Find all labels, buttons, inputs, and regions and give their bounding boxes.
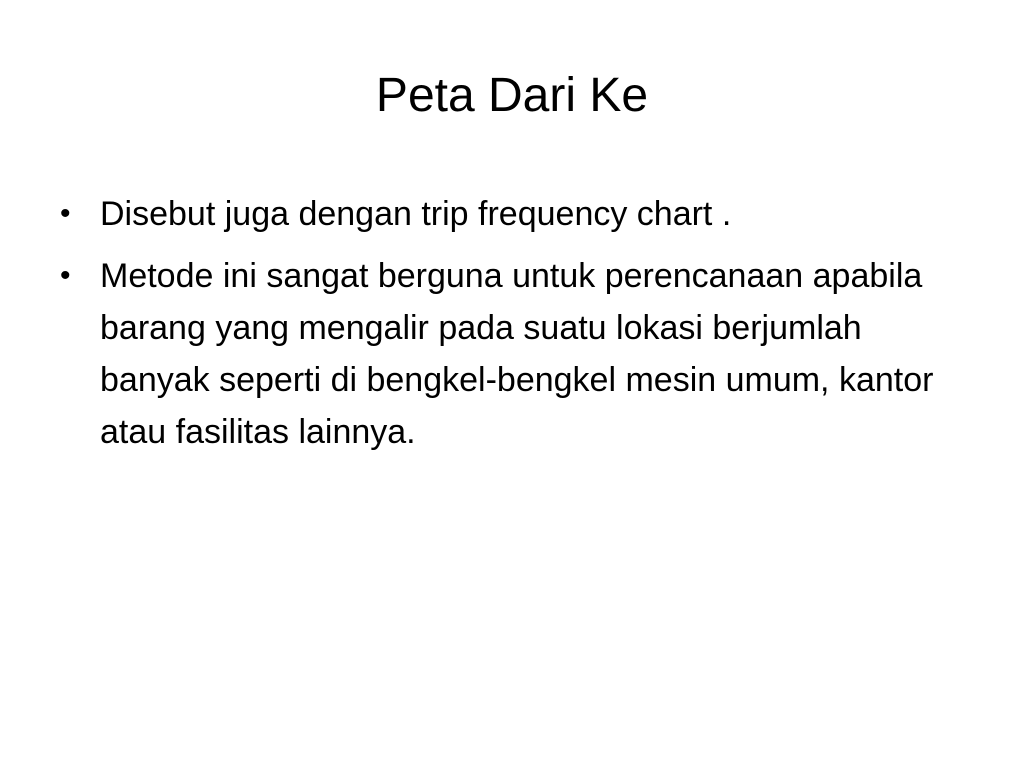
bullet-list (56, 188, 976, 468)
bullet-marker: • (60, 259, 71, 292)
bullet-item (56, 188, 976, 240)
bullet-item (56, 250, 976, 458)
bullet-marker: • (60, 197, 71, 230)
bullet-text: Disebut juga dengan trip frequency chart . (100, 195, 732, 233)
bullet-text: Metode ini sangat berguna untuk perencanaan apabila barang yang mengalir pada suatu lokasi berjumlah banyak seperti di bengkel-bengkel mesin umum, kantor atau fasilitas lainnya. (100, 257, 934, 451)
slide-title: Peta Dari Ke (375, 69, 649, 122)
